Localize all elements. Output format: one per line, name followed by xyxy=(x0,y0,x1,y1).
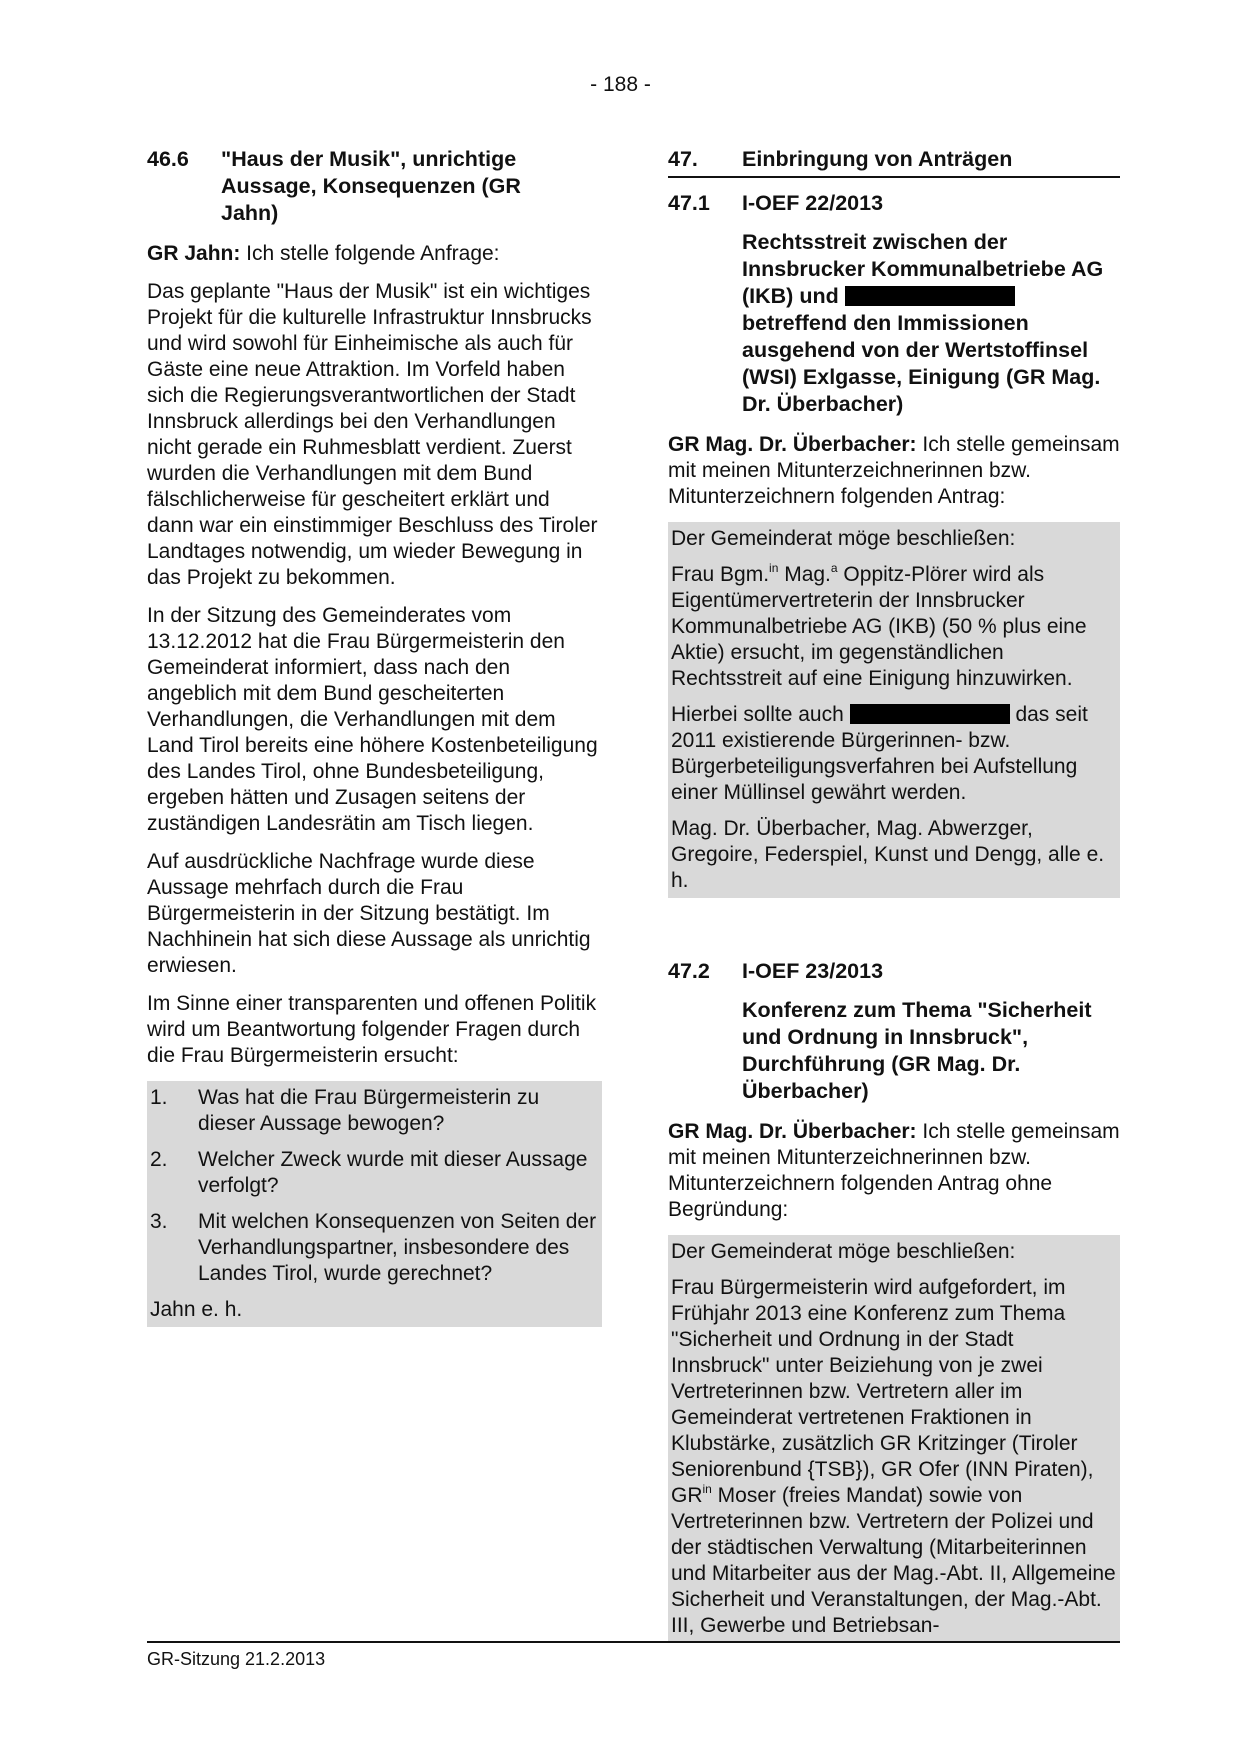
motion-paragraph xyxy=(671,562,1117,692)
question-text: Was hat die Frau Bürgermeisterin zu dieser Aussage bewogen? xyxy=(198,1086,540,1135)
motion-lead: Der Gemeinderat möge beschließen: xyxy=(671,527,1016,550)
question-text: Mit welchen Konsequenzen von Seiten der Verhandlungspartner, insbesondere des Landes Tirol, wurde gerechnet? xyxy=(198,1210,597,1285)
superscript: in xyxy=(702,1482,712,1496)
item-speaker: GR Mag. Dr. Überbacher: xyxy=(668,433,917,456)
superscript: a xyxy=(830,561,838,575)
question-number: 3. xyxy=(150,1210,168,1233)
item-code: I-OEF 22/2013 xyxy=(742,191,884,215)
item-speaker: GR Mag. Dr. Überbacher: xyxy=(668,1120,917,1143)
body-paragraph: Im Sinne einer transparenten und offenen Politik wird um Beantwortung folgender Fragen durch die Frau Bürgermeisterin ersucht: xyxy=(147,992,597,1067)
right-column xyxy=(668,146,1120,1643)
intro-speaker: GR Jahn: xyxy=(147,242,241,265)
motion-paragraph xyxy=(671,1275,1117,1639)
superscript: in xyxy=(769,561,779,575)
heading-number: 46.6 xyxy=(147,147,189,171)
footer-text: GR-Sitzung 21.2.2013 xyxy=(147,1649,326,1669)
redaction-bar xyxy=(845,286,1015,306)
item-heading-47-2 xyxy=(668,958,1120,985)
section-number: 47. xyxy=(668,147,698,171)
item-title-part-b: betreffend den Immissionen ausgehend von der Wertstoffinsel (WSI) Exlgasse, Einigung (GR Mag. Dr. Überbacher) xyxy=(742,311,1101,416)
question-item xyxy=(150,1085,599,1137)
redaction-bar xyxy=(850,704,1010,724)
item-heading-47-1 xyxy=(668,190,1120,217)
item-code: I-OEF 23/2013 xyxy=(742,959,884,983)
questions-box xyxy=(147,1081,602,1327)
item-intro xyxy=(668,432,1120,510)
item-title-part-a: Rechtsstreit zwischen der Innsbrucker Kommunalbetriebe AG (IKB) und xyxy=(742,230,1104,308)
body-paragraph: Auf ausdrückliche Nachfrage wurde diese Aussage mehrfach durch die Frau Bürgermeisterin in der Sitzung bestätigt. Im Nachhinein hat sich diese Aussage als unrichtig erwiesen. xyxy=(147,850,591,977)
question-number: 1. xyxy=(150,1086,168,1109)
item-intro-text: Ich stelle gemeinsam mit meinen Mitunterzeichnerinnen bzw. Mitunterzeichnern folgenden Antrag: xyxy=(668,433,1120,508)
heading-title: "Haus der Musik", unrichtige Aussage, Konsequenzen (GR Jahn) xyxy=(221,147,521,225)
section-title: Einbringung von Anträgen xyxy=(742,147,1013,171)
section-heading-46-6 xyxy=(147,146,602,227)
question-number: 2. xyxy=(150,1148,168,1171)
question-item xyxy=(150,1209,599,1287)
item-intro xyxy=(668,1119,1120,1223)
motion-box xyxy=(668,1235,1120,1643)
motion-lead: Der Gemeinderat möge beschließen: xyxy=(671,1240,1016,1263)
intro-paragraph xyxy=(147,241,602,267)
item-number: 47.2 xyxy=(668,959,710,983)
question-text: Welcher Zweck wurde mit dieser Aussage verfolgt? xyxy=(198,1148,588,1197)
body-paragraph: In der Sitzung des Gemeinderates vom 13.12.2012 hat die Frau Bürgermeisterin den Gemeinderat informiert, dass nach den angeblich mit dem Bund gescheiterten Verhandlungen, die Verhandlungen mit dem Land Tirol bereits eine höhere Kostenbeteiligung des Landes Tirol, ohne Bundesbeteiligung, ergeben hätten und Zusagen seitens der zuständigen Landesrätin am Tisch liegen. xyxy=(147,604,598,835)
motion-text: Mag. xyxy=(778,563,831,586)
motion-text: Moser (freies Mandat) sowie von Vertreterinnen bzw. Vertretern der Polizei und der städtischen Verwaltung (Mitarbeiterinnen und Mitarbeiter aus der Mag.-Abt. II, Allgemeine Sicherheit und Veranstaltungen, der Mag.-Abt. III, Gewerbe und Betriebsan- xyxy=(671,1484,1116,1637)
motion-text: Oppitz-Plörer wird als Eigentümervertreterin der Innsbrucker Kommunalbetriebe AG (IKB) (50 % plus eine Aktie) ersucht, im gegenständlichen Rechtsstreit auf eine Einigung hinzuwirken. xyxy=(671,563,1087,690)
item-number: 47.1 xyxy=(668,191,710,215)
signature: Jahn e. h. xyxy=(150,1298,243,1321)
motion-text: Frau Bgm. xyxy=(671,563,770,586)
section-heading-47 xyxy=(668,146,1120,178)
motion-text: Hierbei sollte auch xyxy=(671,703,844,726)
motion-text: das seit 2011 existierende Bürgerinnen- bzw. Bürgerbeteiligungsverfahren bei Aufstellung einer Müllinsel gewährt werden. xyxy=(671,703,1088,804)
item-intro-text: Ich stelle gemeinsam mit meinen Mitunterzeichnerinnen bzw. Mitunterzeichnern folgenden Antrag ohne Begründung: xyxy=(668,1120,1120,1221)
body-paragraph: Das geplante "Haus der Musik" ist ein wichtiges Projekt für die kulturelle Infrastruktur Innsbrucks und wird sowohl für Einheimische als auch für Gäste eine neue Attraktion. Im Vorfeld haben sich die Regierungsverantwortlichen der Stadt Innsbruck allerdings bei den Verhandlungen nicht gerade ein Ruhmesblatt verdient. Zuerst wurden die Verhandlungen mit dem Bund fälschlicherweise für gescheitert erklärt und dann war ein einstimmiger Beschluss des Tiroler Landtages notwendig, um wieder Bewegung in das Projekt zu bekommen. xyxy=(147,280,598,589)
footer-divider xyxy=(147,1641,1120,1643)
left-column xyxy=(147,146,602,1327)
item-title xyxy=(668,229,1120,418)
motion-box xyxy=(668,522,1120,898)
motion-paragraph xyxy=(671,702,1117,806)
question-item xyxy=(150,1147,599,1199)
motion-text: Frau Bürgermeisterin wird aufgefordert, im Frühjahr 2013 eine Konferenz zum Thema "Sicherheit und Ordnung in der Stadt Innsbruck" unter Beiziehung von je zwei Vertreterinnen bzw. Vertretern aller im Gemeinderat vertretenen Fraktionen in Klubstärke, zusätzlich GR Kritzinger (Tiroler Seniorenbund {TSB}), GR Ofer (INN Piraten), GR xyxy=(671,1276,1094,1507)
intro-text: Ich stelle folgende Anfrage: xyxy=(240,242,500,265)
page-number: - 188 - xyxy=(590,73,651,96)
item-title: Konferenz zum Thema "Sicherheit und Ordnung in Innsbruck", Durchführung (GR Mag. Dr. Überbacher) xyxy=(742,998,1092,1103)
motion-signatures: Mag. Dr. Überbacher, Mag. Abwerzger, Gregoire, Federspiel, Kunst und Dengg, alle e. h. xyxy=(671,817,1105,892)
